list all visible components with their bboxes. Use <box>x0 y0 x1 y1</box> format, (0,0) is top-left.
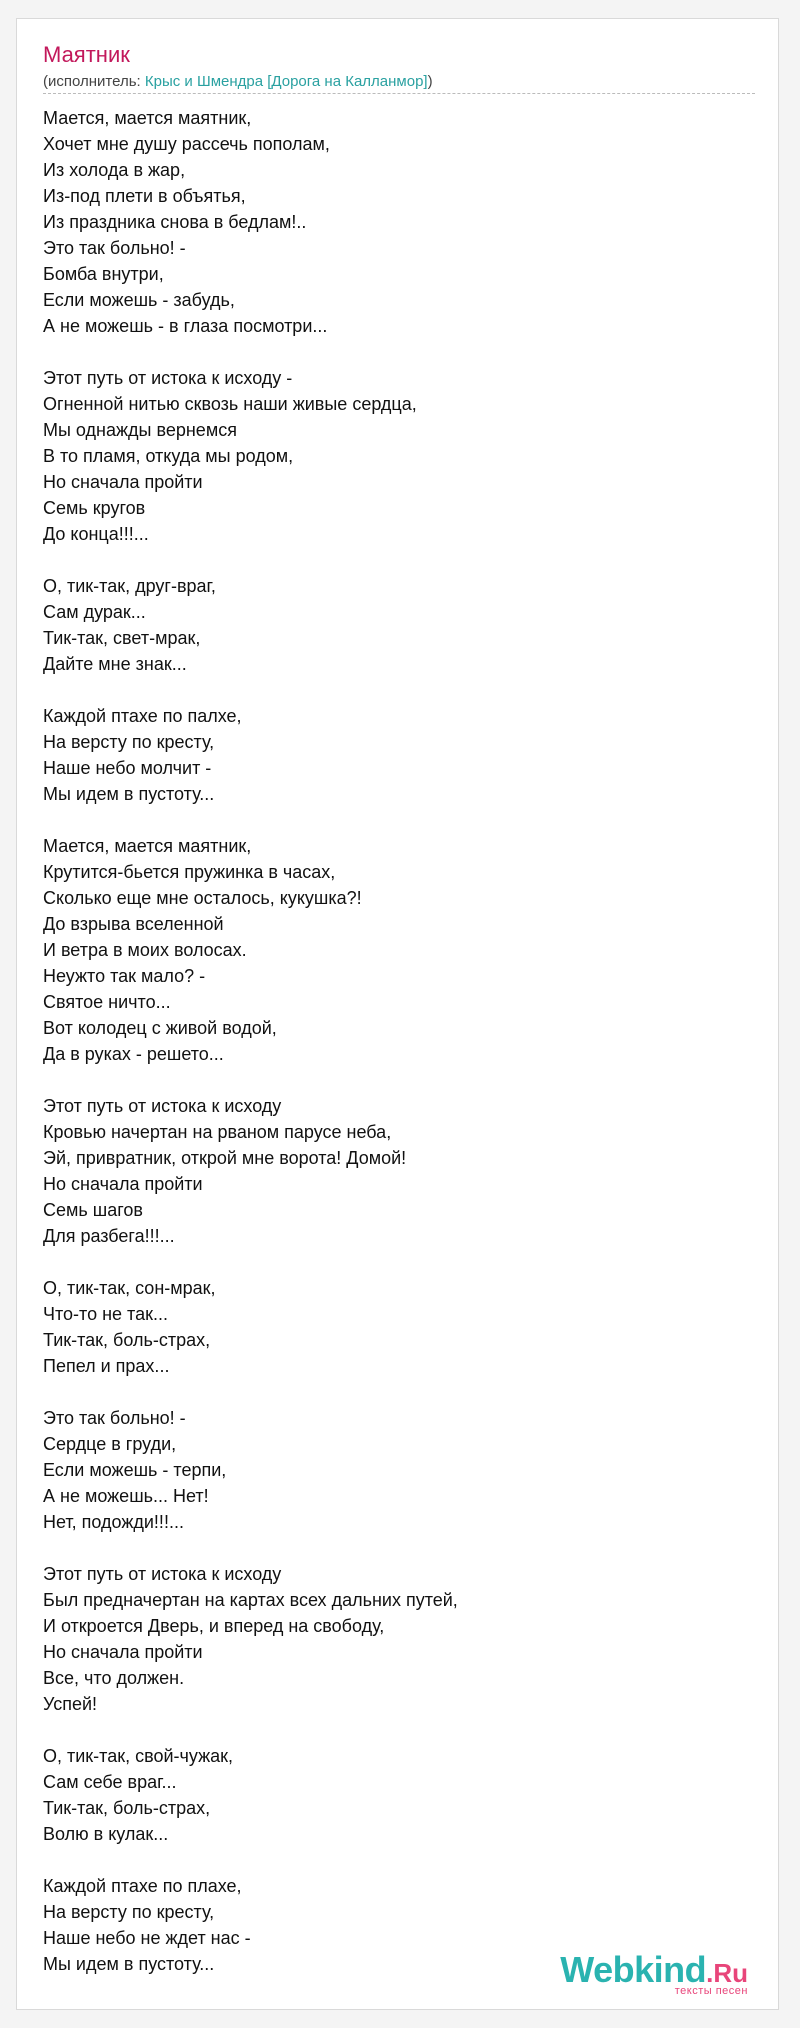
lyric-line: Каждой птахе по палхе, <box>43 706 242 726</box>
lyric-line: Святое ничто... <box>43 992 171 1012</box>
lyric-line: О, тик-так, друг-враг, <box>43 576 216 596</box>
stanza <box>43 105 755 339</box>
lyric-line: Все, что должен. <box>43 1668 185 1688</box>
lyric-line: А не можешь... Нет! <box>43 1486 209 1506</box>
artist-link[interactable]: Крыс и Шмендра [Дорога на Калланмор] <box>144 73 428 90</box>
artist-suffix: ) <box>427 73 433 90</box>
logo-tagline: тексты песен <box>674 1985 748 1997</box>
lyric-line: Успей! <box>43 1694 98 1714</box>
logo-brand: Webkind <box>560 1949 707 1990</box>
lyric-line: Эй, привратник, открой мне ворота! Домой! <box>43 1148 407 1168</box>
lyric-line: Тик-так, боль-страх, <box>43 1330 211 1350</box>
lyric-line: Мается, мается маятник, <box>43 836 252 856</box>
artist-prefix: (исполнитель: <box>43 73 145 90</box>
lyric-line: Вот колодец с живой водой, <box>43 1018 277 1038</box>
lyric-line: Пепел и прах... <box>43 1356 170 1376</box>
lyric-line: Кровью начертан на рваном парусе неба, <box>43 1122 392 1142</box>
lyric-line: Семь шагов <box>43 1200 143 1220</box>
lyric-line: В то пламя, откуда мы родом, <box>43 446 294 466</box>
lyric-line: Огненной нитью сквозь наши живые сердца, <box>43 394 417 414</box>
lyric-line: Из праздника снова в бедлам!.. <box>43 212 307 232</box>
stanza <box>43 1093 755 1249</box>
lyric-line: О, тик-так, свой-чужак, <box>43 1746 234 1766</box>
lyric-line: Тик-так, боль-страх, <box>43 1798 211 1818</box>
lyric-line: Если можешь - забудь, <box>43 290 235 310</box>
lyric-line: А не можешь - в глаза посмотри... <box>43 316 328 336</box>
lyric-line: Дайте мне знак... <box>43 654 187 674</box>
lyric-line: Крутится-бьется пружинка в часах, <box>43 862 336 882</box>
lyric-line: До конца!!!... <box>43 524 149 544</box>
lyric-line: Сердце в груди, <box>43 1434 177 1454</box>
lyric-line: Но сначала пройти <box>43 1642 203 1662</box>
lyric-line: Был предначертан на картах всех дальних путей, <box>43 1590 458 1610</box>
stanza <box>43 1405 755 1535</box>
lyric-line: Это так больно! - <box>43 1408 186 1428</box>
lyric-line: Из холода в жар, <box>43 160 186 180</box>
stanza <box>43 573 755 677</box>
site-logo <box>560 1949 748 1997</box>
lyric-line: Нет, подожди!!!... <box>43 1512 184 1532</box>
logo-tld: .Ru <box>706 1958 748 1988</box>
lyric-line: Для разбега!!!... <box>43 1226 175 1246</box>
lyric-line: Но сначала пройти <box>43 472 203 492</box>
lyric-line: Сам себе враг... <box>43 1772 177 1792</box>
lyric-line: И откроется Дверь, и вперед на свободу, <box>43 1616 385 1636</box>
lyric-line: Этот путь от истока к исходу <box>43 1096 282 1116</box>
lyrics-text <box>43 105 755 1977</box>
lyric-line: Этот путь от истока к исходу <box>43 1564 282 1584</box>
artist-line <box>43 72 755 94</box>
lyric-line: Из-под плети в объятья, <box>43 186 246 206</box>
lyric-line: Мается, мается маятник, <box>43 108 252 128</box>
lyric-line: Мы однажды вернемся <box>43 420 237 440</box>
lyric-line: Если можешь - терпи, <box>43 1460 227 1480</box>
lyric-line: До взрыва вселенной <box>43 914 224 934</box>
lyric-line: На версту по кресту, <box>43 732 215 752</box>
stanza <box>43 1275 755 1379</box>
lyrics-card <box>16 18 779 2010</box>
stanza <box>43 1561 755 1717</box>
lyric-line: На версту по кресту, <box>43 1902 215 1922</box>
lyric-line: Волю в кулак... <box>43 1824 169 1844</box>
lyric-line: О, тик-так, сон-мрак, <box>43 1278 216 1298</box>
lyric-line: Мы идем в пустоту... <box>43 1954 215 1974</box>
lyric-line: Но сначала пройти <box>43 1174 203 1194</box>
lyric-line: Мы идем в пустоту... <box>43 784 215 804</box>
lyric-line: И ветра в моих волосах. <box>43 940 247 960</box>
lyric-line: Да в руках - решето... <box>43 1044 224 1064</box>
lyric-line: Наше небо не ждет нас - <box>43 1928 251 1948</box>
stanza <box>43 833 755 1067</box>
lyric-line: Тик-так, свет-мрак, <box>43 628 201 648</box>
lyric-line: Хочет мне душу рассечь пополам, <box>43 134 330 154</box>
stanza <box>43 703 755 807</box>
song-title: Маятник <box>43 42 130 67</box>
lyric-line: Что-то не так... <box>43 1304 168 1324</box>
lyric-line: Семь кругов <box>43 498 146 518</box>
lyric-line: Этот путь от истока к исходу - <box>43 368 293 388</box>
lyric-line: Сам дурак... <box>43 602 146 622</box>
lyric-line: Это так больно! - <box>43 238 186 258</box>
lyric-line: Наше небо молчит - <box>43 758 212 778</box>
lyric-line: Бомба внутри, <box>43 264 164 284</box>
lyric-line: Сколько еще мне осталось, кукушка?! <box>43 888 362 908</box>
lyric-line: Каждой птахе по плахе, <box>43 1876 242 1896</box>
stanza <box>43 365 755 547</box>
stanza <box>43 1743 755 1847</box>
lyric-line: Неужто так мало? - <box>43 966 206 986</box>
